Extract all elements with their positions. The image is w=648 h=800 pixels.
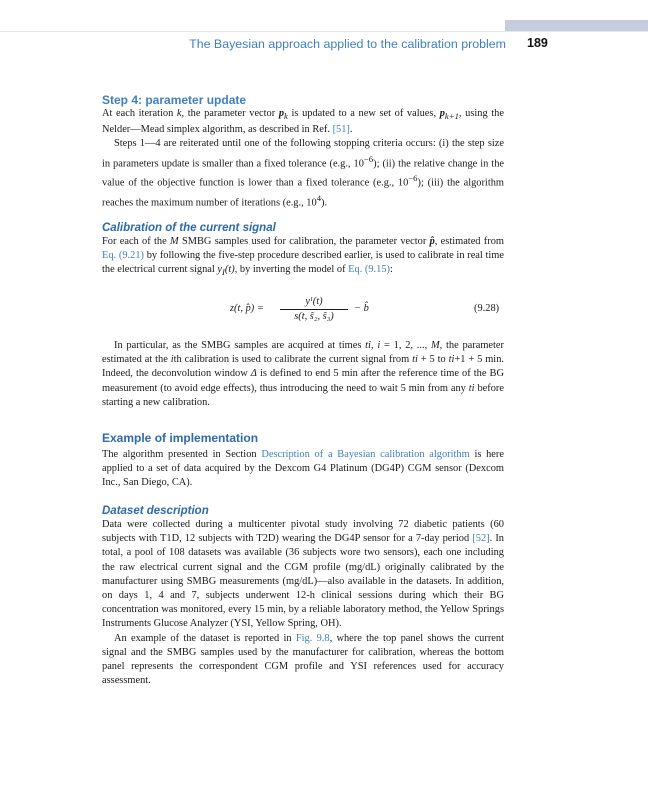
equation-denominator: s(t, ŝ₂, ŝ₃) — [294, 311, 334, 322]
calibration-heading: Calibration of the current signal — [102, 222, 276, 234]
example-block — [102, 431, 504, 491]
equation-rhs: − b̂ — [354, 303, 369, 314]
step4-block — [102, 93, 504, 211]
example-paragraph: The algorithm presented in Section Description of a Bayesian calibration algorithm is here applied to a set of data acquired by the Dexcom G4 Platinum (DG4P) CGM sensor (Dexcom Inc., San Diego, CA). — [102, 449, 504, 489]
equation-number: (9.28) — [474, 303, 500, 314]
ref-51-link[interactable]: [51] — [332, 124, 350, 136]
step4-paragraph-1: At each iteration k, the parameter vector $p_k$ is updated to a new set of values, $p_{k+1}$, using the Nelder—Mead simplex algorithm, as described in Ref. [51]. — [102, 108, 504, 136]
step4-heading: Step 4: parameter update — [102, 93, 247, 107]
equation-lhs: z(t, p̂) = — [230, 303, 264, 314]
ref-eq-9-21-link[interactable]: Eq. (9.21) — [102, 250, 144, 262]
page-number: 189 — [527, 36, 548, 50]
dataset-heading: Dataset description — [102, 505, 209, 517]
equation-numerator: yᴵ(t) — [305, 296, 323, 307]
equation-fraction — [280, 296, 348, 323]
running-title: The Bayesian approach applied to the calibration problem — [189, 37, 506, 51]
ref-eq-9-15-link[interactable]: Eq. (9.15) — [348, 264, 390, 276]
dataset-paragraph-1: Data were collected during a multicenter pivotal study involving 72 diabetic patients (60 subjects with T1D, 12 subjects with T2D) wearing the DG4P sensor for a 7-day period [52]. In total, a pool of 108 datasets was available (36 subjects wore two sensors), each one including the raw electrical current signal and the CGM profile (mg/dL) originally calibrated by the manufacturer using SMBG measurements (mg/dL)—also available in the datasets. In addition, on days 1, 4 and 7, subjects underwent 12-h clinical sessions during which their BG concentration was monitored, every 15 min, by a reliable laboratory method, the Yellow Springs Instruments Glucose Analyzer (YSI, Yellow Spring, OH). — [102, 519, 504, 630]
step4-paragraph-2: Steps 1—4 are reiterated until one of the following stopping criteria occurs: (i) the step size in parameters update is smaller than a fixed tolerance (e.g., $10^{-6}$); (ii) the relative change in the value of the objective function is lower than a fixed tolerance (e.g., $10^{-6}$); (iii) the algorithm reaches the maximum number of iterations (e.g., $10^4$). — [102, 138, 505, 209]
calibration-paragraph-2: In particular, as the SMBG samples are acquired at times ti, i = 1, 2, ..., M, the parameter estimated at the ith calibration is used to calibrate the current signal from ti + 5 to ti+1 + 5 min. Indeed, the deconvolution window Δ is defined to end 5 min after the reference time of the BG measurement (to avoid edge effects), thus introducing the need to wait 5 min from any ti before starting a new calibration. — [102, 340, 504, 408]
header-accent-bar — [505, 20, 648, 31]
calibration-block-2 — [102, 339, 504, 410]
calibration-block — [102, 221, 504, 280]
example-heading: Example of implementation — [102, 431, 259, 445]
ref-52-link[interactable]: [52] — [472, 533, 490, 545]
header-rule — [0, 31, 648, 32]
dataset-paragraph-2: An example of the dataset is reported in Fig. 9.8, where the top panel shows the current signal and the SMBG samples used by the manufacturer for calibration, whereas the bottom panel represents the correspondent CGM profile and YSI references used for accuracy assessment. — [102, 632, 504, 687]
calibration-paragraph-1: For each of the M SMBG samples used for calibration, the parameter vector p̂, estimated from Eq. (9.21) by following the five-step procedure described earlier, is used to calibrate in real time the electrical current signal $y_I(t)$, by inverting the model of Eq. (9.15): — [102, 236, 505, 278]
ref-section-link[interactable]: Description of a Bayesian calibration algorithm — [261, 449, 470, 460]
dataset-block — [102, 504, 504, 688]
ref-fig-9-8-link[interactable]: Fig. 9.8 — [295, 632, 330, 644]
fraction-bar — [280, 309, 348, 310]
